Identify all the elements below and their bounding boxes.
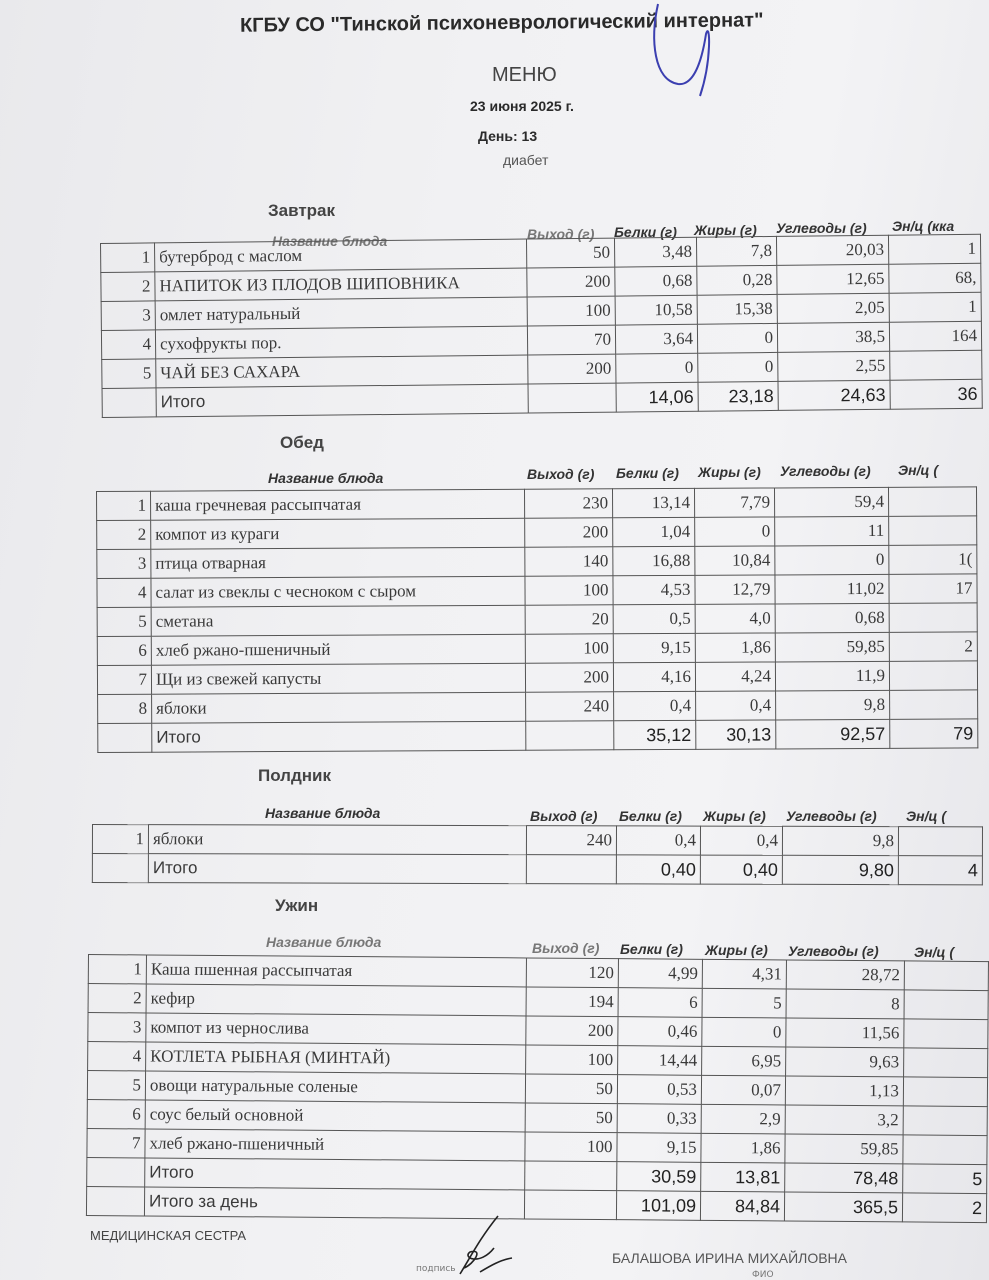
- energy-value: [904, 1048, 988, 1078]
- total-number-cell: [92, 854, 148, 883]
- col-fat-header: Жиры (г): [703, 808, 766, 824]
- carbs-value: 20,03: [776, 235, 888, 265]
- protein-value: 9,15: [617, 1133, 701, 1163]
- col-yield-header: Выход (г): [530, 808, 598, 824]
- yield-value: 50: [525, 1103, 617, 1133]
- table-row: [97, 545, 977, 579]
- energy-value: 1: [889, 292, 981, 322]
- carbs-value: 59,85: [775, 632, 889, 662]
- dish-name: сметана: [151, 605, 525, 636]
- section-title-lunch: Обед: [280, 433, 324, 452]
- carbs-value: 9,8: [776, 690, 890, 720]
- protein-value: 0,46: [618, 1017, 702, 1047]
- total-energy: 5: [903, 1164, 987, 1194]
- row-number: 1: [97, 491, 151, 520]
- col-protein-header: Белки (г): [620, 941, 683, 957]
- energy-value: [889, 603, 977, 632]
- yield-value: 140: [525, 547, 613, 576]
- carbs-value: 9,63: [786, 1047, 904, 1077]
- table-row: [97, 574, 977, 608]
- row-number: 5: [87, 1071, 145, 1100]
- fat-value: 1,86: [701, 1133, 785, 1163]
- energy-value: [903, 1077, 987, 1107]
- fat-value: 0: [702, 1017, 786, 1047]
- total-row: [92, 854, 982, 885]
- name-caption: ФИО: [752, 1270, 774, 1280]
- fat-value: 0,4: [700, 826, 782, 855]
- dinner-table: [86, 954, 989, 1223]
- table-row: [98, 690, 978, 724]
- col-carbs-header: Углеводы (г): [788, 943, 879, 959]
- row-number: 3: [101, 301, 155, 331]
- yield-value: 200: [526, 1016, 618, 1046]
- col-energy-header: Эн/ц (: [914, 944, 955, 960]
- carbs-value: 8: [786, 989, 904, 1019]
- carbs-value: 11,56: [786, 1018, 904, 1048]
- total-label: Итого: [145, 1158, 525, 1190]
- day-total-number-cell: [86, 1186, 144, 1215]
- carbs-value: 11,9: [775, 661, 889, 691]
- dish-name: каша гречневая рассыпчатая: [151, 489, 525, 520]
- energy-value: 68,: [889, 263, 981, 293]
- table-row: [97, 661, 977, 695]
- dish-name: бутерброд с маслом: [155, 239, 527, 272]
- day-total-carbs: 365,5: [784, 1192, 902, 1222]
- handwritten-mark-icon: [620, 0, 730, 110]
- protein-value: 16,88: [613, 546, 695, 575]
- col-carbs-header: Углеводы (г): [776, 220, 867, 236]
- dish-name: омлет натуральный: [155, 297, 527, 330]
- table-row: [97, 632, 977, 666]
- total-yield-cell: [528, 383, 616, 413]
- protein-value: 14,44: [618, 1046, 702, 1076]
- yield-value: 200: [528, 354, 616, 384]
- organization-title: КГБУ СО "Тинской психоневрологический интернат": [239, 9, 764, 37]
- row-number: 4: [101, 330, 155, 360]
- dish-name: Щи из свежей капусты: [151, 663, 525, 694]
- dish-name: хлеб ржано-пшеничный: [145, 1129, 525, 1161]
- protein-value: 13,14: [612, 488, 694, 517]
- fat-value: 0: [695, 517, 775, 546]
- day-total-yield-cell: [524, 1190, 616, 1220]
- col-protein-header: Белки (г): [614, 224, 677, 240]
- row-number: 2: [101, 272, 155, 302]
- col-energy-header: Эн/ц (: [898, 462, 939, 478]
- total-carbs: 92,57: [776, 719, 890, 749]
- protein-value: 4,99: [618, 959, 702, 989]
- total-number-cell: [102, 388, 156, 418]
- col-yield-header: Выход (г): [527, 466, 595, 482]
- col-yield-header: Выход (г): [532, 940, 600, 956]
- total-protein: 14,06: [616, 382, 698, 412]
- energy-value: [903, 1135, 987, 1165]
- carbs-value: 59,85: [785, 1134, 903, 1164]
- yield-value: 100: [527, 296, 615, 326]
- dish-name: ЧАЙ БЕЗ САХАРА: [156, 355, 528, 388]
- carbs-value: 2,55: [778, 351, 890, 381]
- fat-value: 6,95: [702, 1046, 786, 1076]
- yield-value: 230: [524, 489, 612, 518]
- yield-value: 100: [525, 576, 613, 605]
- carbs-value: 28,72: [786, 960, 904, 990]
- fat-value: 7,8: [696, 236, 776, 266]
- dish-name: яблоки: [152, 692, 526, 723]
- signature-caption: подпись: [416, 1264, 456, 1274]
- yield-value: 240: [526, 826, 616, 855]
- carbs-value: 0: [775, 545, 889, 575]
- energy-value: 164: [889, 321, 981, 351]
- energy-value: [898, 827, 982, 856]
- menu-date: 23 июня 2025 г.: [470, 98, 574, 114]
- col-energy-header: Эн/ц (кка: [892, 218, 955, 234]
- fat-value: 0: [697, 323, 777, 353]
- energy-value: 1(: [889, 545, 977, 574]
- row-number: 1: [92, 825, 148, 854]
- dish-name: яблоки: [148, 825, 526, 855]
- row-number: 4: [88, 1042, 146, 1071]
- yield-value: 50: [526, 238, 614, 268]
- row-number: 7: [87, 1128, 145, 1157]
- total-label: Итого: [148, 854, 526, 884]
- yield-value: 100: [525, 1132, 617, 1162]
- day-total-row: [86, 1186, 986, 1222]
- yield-value: 200: [525, 518, 613, 547]
- day-total-label: Итого за день: [144, 1187, 524, 1219]
- menu-day: День: 13: [478, 128, 538, 144]
- table-row: [97, 603, 977, 637]
- col-name-header: Название блюда: [265, 805, 381, 821]
- protein-value: 4,16: [613, 662, 695, 691]
- row-number: 3: [97, 549, 151, 578]
- energy-value: [904, 961, 988, 991]
- carbs-value: 11: [775, 516, 889, 546]
- protein-value: 0,4: [616, 826, 700, 855]
- dish-name: кефир: [146, 984, 526, 1016]
- dish-name: сухофрукты пор.: [155, 326, 527, 359]
- protein-value: 0,4: [614, 691, 696, 720]
- total-fat: 0,40: [700, 855, 782, 884]
- row-number: 7: [97, 665, 151, 694]
- col-protein-header: Белки (г): [616, 465, 679, 481]
- row-number: 3: [88, 1013, 146, 1042]
- fat-value: 5: [702, 988, 786, 1018]
- yield-value: 194: [526, 987, 618, 1017]
- fat-value: 0,4: [696, 691, 776, 720]
- fat-value: 4,24: [695, 662, 775, 691]
- row-number: 1: [101, 243, 155, 273]
- protein-value: 4,53: [613, 575, 695, 604]
- protein-value: 0: [616, 353, 698, 383]
- col-carbs-header: Углеводы (г): [780, 463, 871, 479]
- total-yield-cell: [526, 855, 616, 884]
- day-total-protein: 101,09: [616, 1191, 700, 1221]
- yield-value: 200: [527, 267, 615, 297]
- dish-name: компот из кураги: [151, 518, 525, 549]
- nurse-name: БАЛАШОВА ИРИНА МИХАЙЛОВНА: [612, 1250, 847, 1266]
- menu-title: МЕНЮ: [492, 64, 557, 86]
- total-energy: 36: [890, 379, 982, 409]
- total-row: [98, 719, 978, 753]
- total-number-cell: [98, 723, 152, 752]
- total-protein: 0,40: [616, 855, 700, 884]
- breakfast-table: [100, 234, 983, 418]
- protein-value: 6: [618, 988, 702, 1018]
- dish-name: соус белый основной: [145, 1100, 525, 1132]
- dish-name: хлеб ржано-пшеничный: [151, 634, 525, 665]
- energy-value: [903, 1106, 987, 1136]
- yield-value: 200: [525, 663, 613, 692]
- table-row: [97, 487, 977, 521]
- col-name-header: Название блюда: [266, 934, 382, 950]
- carbs-value: 3,2: [785, 1105, 903, 1135]
- table-row: [97, 516, 977, 550]
- energy-value: 1: [888, 234, 980, 264]
- fat-value: 2,9: [701, 1104, 785, 1134]
- protein-value: 3,64: [615, 324, 697, 354]
- lunch-table: [96, 486, 978, 753]
- row-number: 8: [98, 694, 152, 723]
- energy-value: [890, 690, 978, 719]
- row-number: 5: [97, 607, 151, 636]
- dish-name: НАПИТОК ИЗ ПЛОДОВ ШИПОВНИКА: [155, 268, 527, 301]
- row-number: 4: [97, 578, 151, 607]
- yield-value: 240: [526, 692, 614, 721]
- col-yield-header: Выход (г): [527, 226, 595, 242]
- total-carbs: 78,48: [785, 1163, 903, 1193]
- total-carbs: 9,80: [782, 855, 898, 884]
- yield-value: 70: [527, 325, 615, 355]
- dish-name: КОТЛЕТА РЫБНАЯ (МИНТАЙ): [146, 1042, 526, 1074]
- col-protein-header: Белки (г): [619, 808, 682, 824]
- total-energy: 4: [898, 856, 982, 885]
- row-number: 1: [88, 955, 146, 984]
- energy-value: [904, 990, 988, 1020]
- fat-value: 7,79: [694, 488, 774, 517]
- energy-value: 2: [889, 632, 977, 661]
- day-total-fat: 84,84: [700, 1191, 784, 1221]
- energy-value: [889, 516, 977, 545]
- carbs-value: 0,68: [775, 603, 889, 633]
- fat-value: 4,31: [702, 959, 786, 989]
- total-yield-cell: [525, 1161, 617, 1191]
- dish-name: Каша пшенная рассыпчатая: [146, 955, 526, 987]
- energy-value: [904, 1019, 988, 1049]
- total-carbs: 24,63: [778, 380, 890, 410]
- total-fat: 23,18: [698, 381, 778, 411]
- energy-value: [888, 487, 976, 516]
- total-fat: 13,81: [701, 1162, 785, 1192]
- row-number: 2: [88, 984, 146, 1013]
- nurse-label: МЕДИЦИНСКАЯ СЕСТРА: [90, 1228, 247, 1243]
- fat-value: 10,84: [695, 546, 775, 575]
- carbs-value: 11,02: [775, 574, 889, 604]
- fat-value: 1,86: [695, 633, 775, 662]
- fat-value: 0,07: [701, 1075, 785, 1105]
- dish-name: птица отварная: [151, 547, 525, 578]
- protein-value: 1,04: [613, 517, 695, 546]
- protein-value: 0,5: [613, 604, 695, 633]
- energy-value: 17: [889, 574, 977, 603]
- snack-table: [92, 824, 983, 885]
- diet-type: диабет: [503, 152, 549, 168]
- section-title-snack: Полдник: [258, 766, 331, 785]
- col-energy-header: Эн/ц (: [906, 808, 947, 824]
- carbs-value: 1,13: [785, 1076, 903, 1106]
- total-protein: 30,59: [617, 1162, 701, 1192]
- protein-value: 0,33: [617, 1104, 701, 1134]
- energy-value: [889, 661, 977, 690]
- total-yield-cell: [526, 721, 614, 750]
- col-name-header: Название блюда: [272, 233, 388, 249]
- energy-value: [890, 350, 982, 380]
- fat-value: 4,0: [695, 604, 775, 633]
- fat-value: 15,38: [697, 294, 777, 324]
- carbs-value: 2,05: [777, 293, 889, 323]
- protein-value: 3,48: [614, 237, 696, 267]
- fat-value: 12,79: [695, 575, 775, 604]
- section-title-breakfast: Завтрак: [268, 201, 336, 220]
- total-label: Итого: [156, 384, 528, 417]
- col-fat-header: Жиры (г): [694, 222, 757, 238]
- row-number: 5: [102, 359, 156, 389]
- signature-icon: [440, 1208, 520, 1280]
- dish-name: компот из чернослива: [146, 1013, 526, 1045]
- protein-value: 9,15: [613, 633, 695, 662]
- total-protein: 35,12: [614, 720, 696, 749]
- col-fat-header: Жиры (г): [698, 464, 761, 480]
- protein-value: 10,58: [615, 295, 697, 325]
- col-carbs-header: Углеводы (г): [786, 808, 877, 824]
- yield-value: 50: [525, 1074, 617, 1104]
- total-fat: 30,13: [696, 720, 776, 749]
- dish-name: салат из свеклы с чесноком с сыром: [151, 576, 525, 607]
- section-title-dinner: Ужин: [275, 896, 319, 915]
- total-energy: 79: [890, 719, 978, 748]
- yield-value: 100: [526, 1045, 618, 1075]
- carbs-value: 12,65: [777, 264, 889, 294]
- row-number: 2: [97, 520, 151, 549]
- row-number: 6: [87, 1099, 145, 1128]
- col-fat-header: Жиры (г): [705, 942, 768, 958]
- yield-value: 120: [526, 958, 618, 988]
- col-name-header: Название блюда: [268, 470, 384, 486]
- yield-value: 20: [525, 605, 613, 634]
- yield-value: 100: [525, 634, 613, 663]
- dish-name: овощи натуральные соленые: [145, 1071, 525, 1103]
- row-number: 6: [97, 636, 151, 665]
- carbs-value: 9,8: [782, 826, 898, 855]
- fat-value: 0: [698, 352, 778, 382]
- fat-value: 0,28: [697, 265, 777, 295]
- carbs-value: 59,4: [774, 487, 888, 517]
- protein-value: 0,68: [615, 266, 697, 296]
- carbs-value: 38,5: [777, 322, 889, 352]
- protein-value: 0,53: [617, 1075, 701, 1105]
- total-label: Итого: [152, 721, 526, 752]
- table-row: [92, 825, 982, 856]
- day-total-energy: 2: [902, 1193, 986, 1223]
- total-number-cell: [87, 1157, 145, 1186]
